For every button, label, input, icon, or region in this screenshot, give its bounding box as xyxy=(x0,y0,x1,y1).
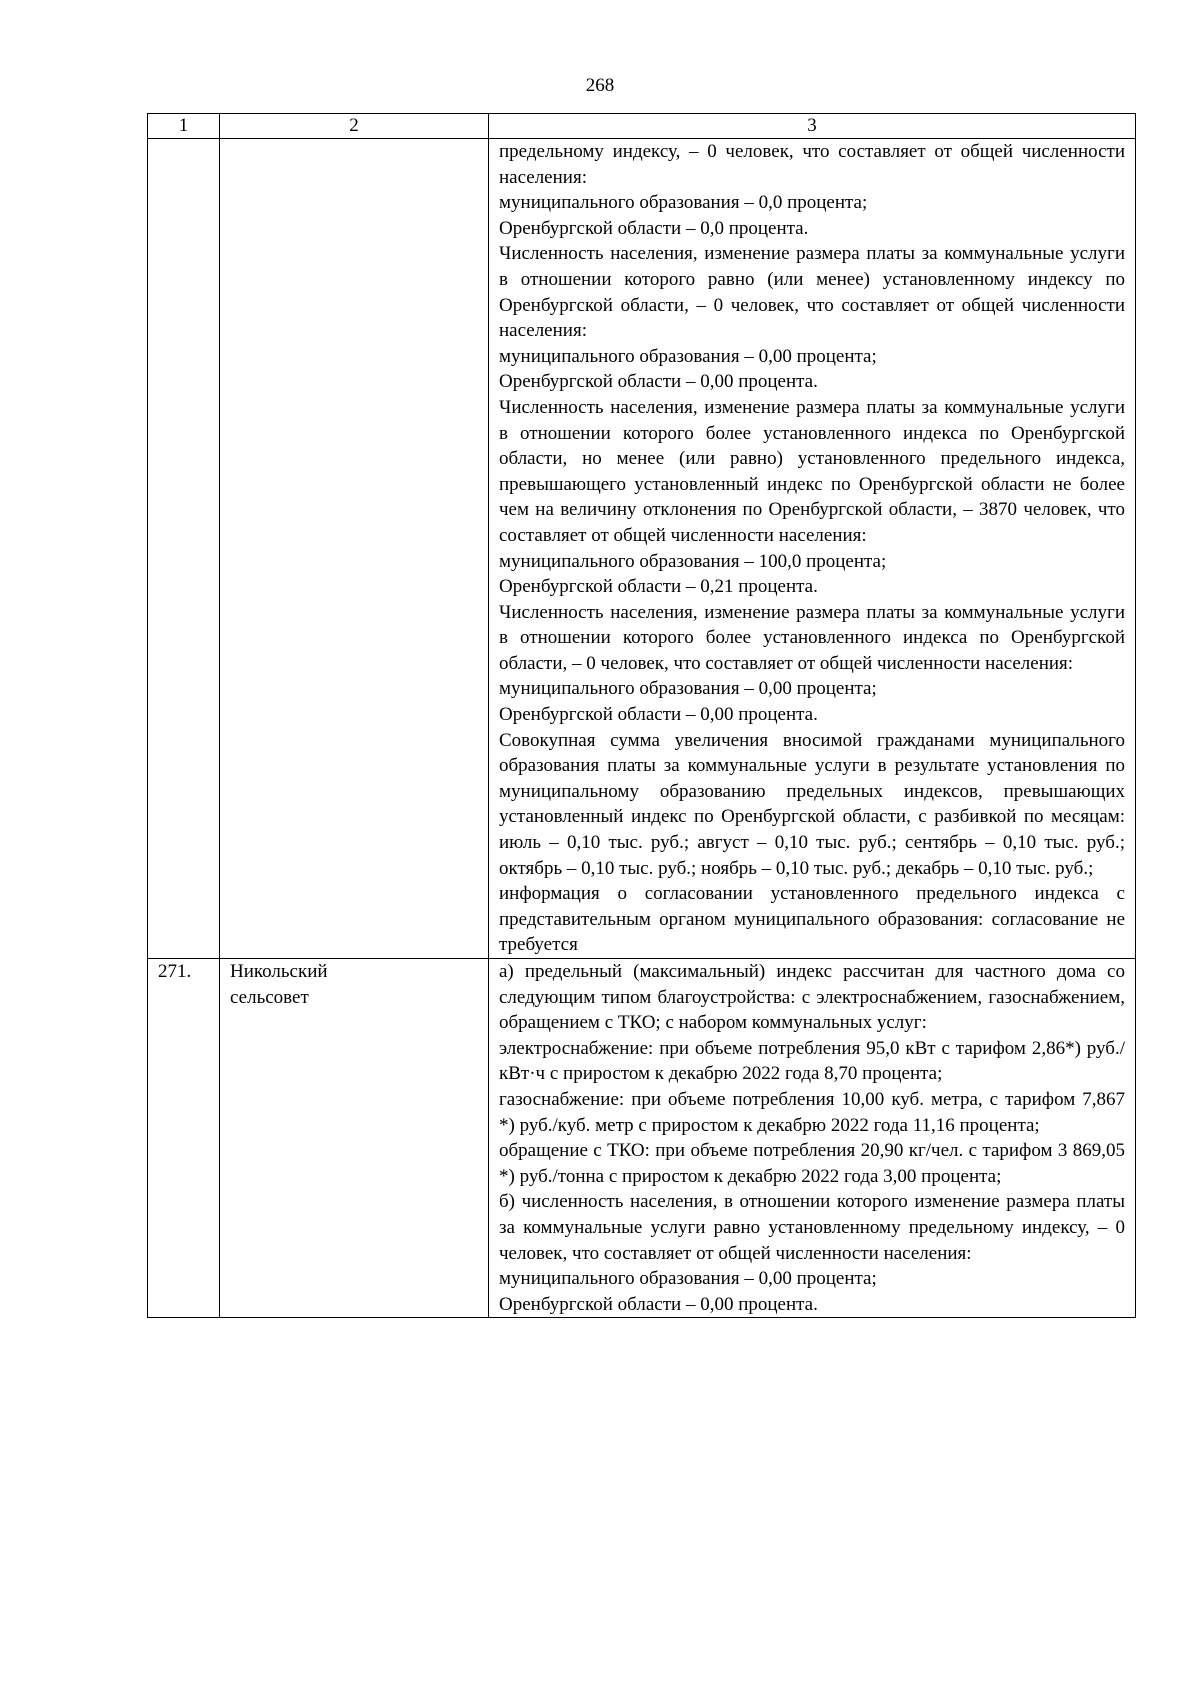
paragraph: муниципального образования – 0,00 процента; xyxy=(499,345,877,367)
paragraph: а) предельный (максимальный) индекс рассчитан для частного дома со следующим типом благоустройства: с электроснабжением, газоснабжением, обращением с ТКО; с набором коммунальных услуг: xyxy=(499,961,1125,1034)
paragraph: предельному индексу, – 0 человек, что составляет от общей численности населения: xyxy=(499,141,1125,188)
paragraph: муниципального образования – 0,00 процента; xyxy=(499,678,877,700)
description-cell xyxy=(489,959,1136,1318)
table-header-row xyxy=(148,114,1136,139)
paragraph: электроснабжение: при объеме потребления 95,0 кВт с тарифом 2,86*) руб./кВт·ч с приростом к декабрю 2022 года 8,70 процента; xyxy=(499,1037,1125,1085)
paragraph: Численность населения, изменение размера платы за коммунальные услуги в отношении которого более установленного индекса по Оренбургской области, – 0 человек, что составляет от общей численности населения: xyxy=(499,601,1125,674)
table-row-271 xyxy=(148,959,1136,1318)
paragraph: обращение с ТКО: при объеме потребления 20,90 кг/чел. с тарифом 3 869,05 *) руб./тонна с приростом к декабрю 2022 года 3,00 процента; xyxy=(499,1140,1125,1187)
paragraph: Оренбургской области – 0,21 процента. xyxy=(499,576,818,598)
municipality-name-cell xyxy=(220,959,489,1318)
paragraph: Численность населения, изменение размера платы за коммунальные услуги в отношении которого более установленного индекса по Оренбургской области, но менее (или равно) установленного предельного индекса, превышающего установленный индекс по Оренбургской области не более чем на величину отклонения по Оренбургской области, – 3870 человек, что составляет от общей численности населения: xyxy=(499,396,1125,546)
row-number-cell: 271. xyxy=(148,959,220,1318)
column-header-2: 2 xyxy=(220,114,489,139)
row-number-cell xyxy=(148,139,220,959)
paragraph: Оренбургской области – 0,0 процента. xyxy=(499,217,809,239)
municipality-name-cell xyxy=(220,139,489,959)
paragraph: газоснабжение: при объеме потребления 10,00 куб. метра, с тарифом 7,867 *) руб./куб. метр с приростом к декабрю 2022 года 11,16 процента; xyxy=(499,1088,1125,1136)
column-header-1: 1 xyxy=(148,114,220,139)
paragraph: б) численность населения, в отношении которого изменение размера платы за коммунальные услуги равно установленному предельному индексу, – 0 человек, что составляет от общей численности населения: xyxy=(499,1191,1125,1264)
paragraph: Оренбургской области – 0,00 процента. xyxy=(499,1293,818,1315)
paragraph: Совокупная сумма увеличения вносимой гражданами муниципального образования платы за коммунальные услуги в результате установления по муниципальному образованию предельных индексов, превышающих установленный индекс по Оренбургской области, с разбивкой по месяцам: июль – 0,10 тыс. руб.; август – 0,10 тыс. руб.; сентябрь – 0,10 тыс. руб.; октябрь – 0,10 тыс. руб.; ноябрь – 0,10 тыс. руб.; декабрь – 0,10 тыс. руб.; xyxy=(499,729,1125,879)
description-cell xyxy=(489,139,1136,959)
paragraph: муниципального образования – 0,0 процента; xyxy=(499,192,868,214)
paragraph: муниципального образования – 100,0 процента; xyxy=(499,550,887,572)
page-number: 268 xyxy=(585,75,615,96)
paragraph: Численность населения, изменение размера платы за коммунальные услуги в отношении которого равно (или менее) установленному индексу по Оренбургской области, – 0 человек, что составляет от общей численности населения: xyxy=(499,243,1125,342)
paragraph: муниципального образования – 0,00 процента; xyxy=(499,1268,877,1290)
paragraph: Оренбургской области – 0,00 процента. xyxy=(499,371,818,393)
table-row-continued xyxy=(148,139,1136,959)
municipality-name: Никольский сельсовет xyxy=(230,961,328,1008)
paragraph: Оренбургской области – 0,00 процента. xyxy=(499,704,818,726)
column-header-3: 3 xyxy=(489,114,1136,139)
paragraph: информация о согласовании установленного предельного индекса с представительным органом муниципального образования: согласование не требуется xyxy=(499,883,1125,956)
document-table xyxy=(147,113,1136,1318)
